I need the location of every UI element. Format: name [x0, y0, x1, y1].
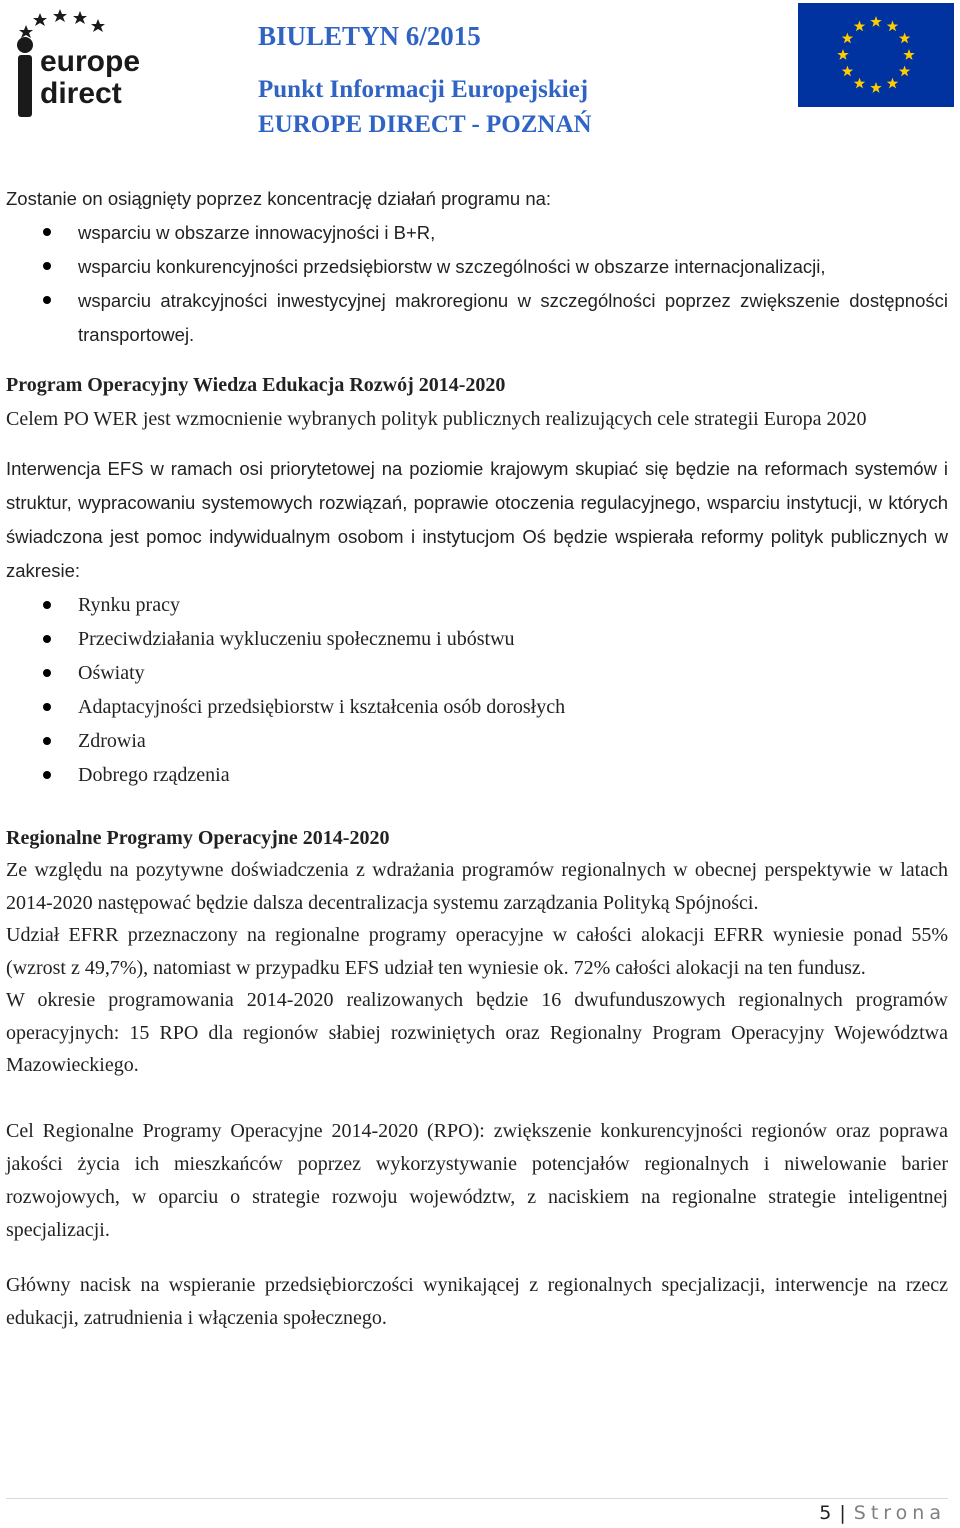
section1-bullet-list: [6, 216, 948, 352]
page-number-label: [819, 1502, 946, 1524]
footer-separator: |: [839, 1502, 846, 1524]
list-item: wsparciu atrakcyjności inwestycyjnej makroregionu w szczególności poprzez zwiększenie dostępności transportowej.: [6, 284, 948, 352]
section2-intervention: Interwencja EFS w ramach osi priorytetowej na poziomie krajowym skupiać się będzie na reformach systemów i struktur, wypracowaniu systemowych rozwiązań, poprawie otoczenia regulacyjnego, wsparciu instytucji, w których świadczona jest pomoc indywidualnym osobom i instytucjom Oś będzie wspierała reformy polityk publicznych w zakresie:: [6, 458, 948, 581]
list-item: Zdrowia: [6, 724, 948, 758]
section2-goal: Celem PO WER jest wzmocnienie wybranych polityk publicznych realizujących cele strategii Europa 2020: [6, 408, 867, 430]
header-titles: [258, 18, 592, 141]
europe-direct-logo: [10, 5, 145, 123]
eu-flag-icon: [798, 3, 954, 107]
list-item: Przeciwdziałania wykluczeniu społecznemu i ubóstwu: [6, 622, 948, 656]
page-word: Strona: [853, 1502, 946, 1524]
list-item: wsparciu w obszarze innowacyjności i B+R,: [6, 216, 948, 250]
section3-paragraph-3: W okresie programowania 2014-2020 realizowanych będzie 16 dwufunduszowych regionalnych programów operacyjnych: 15 RPO dla regionów słabiej rozwiniętych oraz Regionalny Program Operacyjny Województwa Mazowieckiego.: [6, 989, 948, 1076]
section3-paragraph-1: Ze względu na pozytywne doświadczenia z wdrażania programów regionalnych w obecnej perspektywie w latach 2014-2020 następować będzie dalsza decentralizacja systemu zarządzania Polityką Spójności.: [6, 859, 948, 914]
list-item: Oświaty: [6, 656, 948, 690]
footer-divider: [6, 1498, 948, 1499]
section3-heading: Regionalne Programy Operacyjne 2014-2020: [6, 827, 390, 849]
section1-intro: Zostanie on osiągnięty poprzez koncentrację działań programu na:: [6, 188, 552, 209]
list-item: Dobrego rządzenia: [6, 758, 948, 792]
section2-heading: Program Operacyjny Wiedza Edukacja Rozwój 2014-2020: [6, 374, 506, 396]
list-item: Rynku pracy: [6, 588, 948, 622]
bulletin-title: BIULETYN 6/2015: [258, 21, 481, 51]
section3-paragraph-4: Cel Regionalne Programy Operacyjne 2014-2020 (RPO): zwiększenie konkurencyjności regionów oraz poprawa jakości życia ich mieszkańców poprzez wykorzystywanie potencjałów regionalnych i niwelowanie barier rozwojowych, w oparciu o strategie rozwoju województw, z naciskiem na regionalne strategie inteligentnej specjalizacji.: [6, 1119, 948, 1241]
section3-paragraph-5: Główny nacisk na wspieranie przedsiębiorczości wynikającej z regionalnych specjalizacji, interwencje na rzecz edukacji, zatrudnienia i włączenia społecznego.: [6, 1273, 948, 1329]
list-item: wsparciu konkurencyjności przedsiębiorstw w szczególności w obszarze internacjonalizacji,: [6, 250, 948, 284]
logo-text-direct: direct: [40, 77, 122, 110]
header-subtitle-1: Punkt Informacji Europejskiej: [258, 76, 589, 103]
list-item: Adaptacyjności przedsiębiorstw i kształcenia osób dorosłych: [6, 690, 948, 724]
section2-bullet-list: [6, 588, 948, 792]
document-body: [6, 182, 948, 1335]
section3-paragraph-2: Udział EFRR przeznaczony na regionalne programy operacyjne w całości alokacji EFRR wyniesie ponad 55% (wzrost z 49,7%), natomiast w przypadku EFS udział ten wyniesie ok. 72% całości alokacji na ten fundusz.: [6, 924, 948, 979]
page-number: 5: [819, 1502, 832, 1524]
header-subtitle-2: EUROPE DIRECT - POZNAŃ: [258, 111, 592, 138]
logo-text-europe: europe: [40, 45, 141, 78]
